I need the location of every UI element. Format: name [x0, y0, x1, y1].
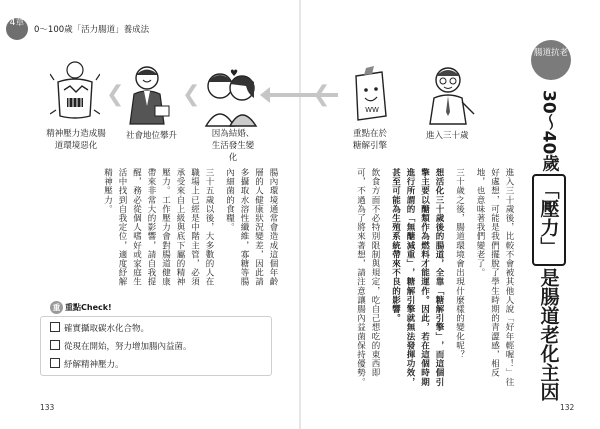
- checklist-heading: [50, 301, 112, 314]
- svg-text:WW: WW: [365, 106, 379, 114]
- book-spine: [299, 0, 301, 429]
- paragraph: 三十歲之後，腸道環境會出現什麼樣的變化呢？: [454, 168, 465, 360]
- flow-arrow-icon: ❮: [106, 82, 125, 107]
- svg-text:♥: ♥: [230, 69, 239, 79]
- checklist-item-label: 紓解精神壓力。: [64, 360, 124, 370]
- flow-arrow-icon: ❮: [312, 82, 331, 107]
- left-page-body: [50, 168, 280, 290]
- paragraph: 飲食方面不必特別限制與規定，吃自己想吃的東西即可，不過為了將來著想，請注意讓腸內益菌保持優勢。: [355, 168, 380, 387]
- paragraph: 想活化三十歲後的腸道，全靠「糖解引擎」，而這個引擎主要以醣類作為燃料才能運作。因此，若在這個時期進行所謂的「無醣減重」，糖解引擎就無法發揮功效，甚至可能為生殖系統帶來不良的影響。: [390, 168, 444, 387]
- paragraph: 腸內環境通常會造成這個年齡層的人健康狀況變差，因此請多攝取水溶性纖維，寡糖等腸內細菌的食糧。: [224, 168, 278, 287]
- paragraph: 進入三十歲後，比較不會被其他人說「好年輕喔！」往好處想，可能是我們擺脫了學生時期的青澀感，相反地，也意味著我們變老了。: [475, 168, 514, 387]
- topic-badge: 腸道抗老: [531, 40, 571, 80]
- title-keyword: 「壓力」: [537, 180, 560, 257]
- checklist-item[interactable]: [50, 358, 124, 370]
- stressed-gut-illustration: [50, 60, 100, 126]
- running-head: 0～100歲「活力腸道」養成法: [34, 25, 150, 35]
- paragraph: 三十五歲以後，大多數的人在職場上已經是中階主管，必須承受來自上級與底下屬的精神壓力。工作壓力會對腸道健康帶來非常大的影響，請自我提醒，務必從個人嗜好或家庭生活中找到自我定位，適度紓解精神壓力。: [102, 168, 214, 287]
- checklist-item[interactable]: [50, 340, 192, 352]
- chapter-tab: 4章: [6, 18, 28, 40]
- flow-arrow-icon: ❮: [182, 82, 201, 107]
- page-number-left: 133: [40, 403, 55, 412]
- flow-step-3-caption: 因為結婚、生活發生變化: [211, 129, 255, 163]
- right-page-body: [320, 168, 516, 392]
- checklist-item-label: 確實攝取碳水化合物。: [64, 324, 150, 334]
- checkbox-icon[interactable]: [50, 358, 60, 368]
- checkbox-icon[interactable]: [50, 322, 60, 332]
- page-number-right: 132: [560, 403, 575, 412]
- energy-character-illustration: [346, 64, 392, 130]
- page-title: [527, 90, 571, 401]
- flow-step-5-caption: 精神壓力造成腸道環境惡化: [46, 129, 106, 151]
- checkbox-icon[interactable]: [50, 340, 60, 350]
- flow-step-1-caption: 進入三十歲: [426, 131, 469, 141]
- checklist-title: 重點Check!: [65, 303, 112, 312]
- flow-step-2-caption: 重點在於糖解引擎: [352, 129, 387, 151]
- doctor-illustration: [420, 62, 478, 130]
- title-age: 30～40歲: [538, 90, 559, 172]
- businessman-illustration: [122, 62, 172, 130]
- couple-illustration: [200, 64, 262, 132]
- check-bubble-icon: 重: [50, 301, 63, 314]
- checklist-item[interactable]: [50, 322, 149, 334]
- title-rest: 是腸道老化主因: [537, 268, 560, 402]
- checklist-item-label: 從現在開始，努力增加腸內益菌。: [64, 342, 192, 352]
- title-keyword-box: [532, 174, 566, 266]
- flow-step-4-caption: 社會地位攀升: [126, 131, 178, 141]
